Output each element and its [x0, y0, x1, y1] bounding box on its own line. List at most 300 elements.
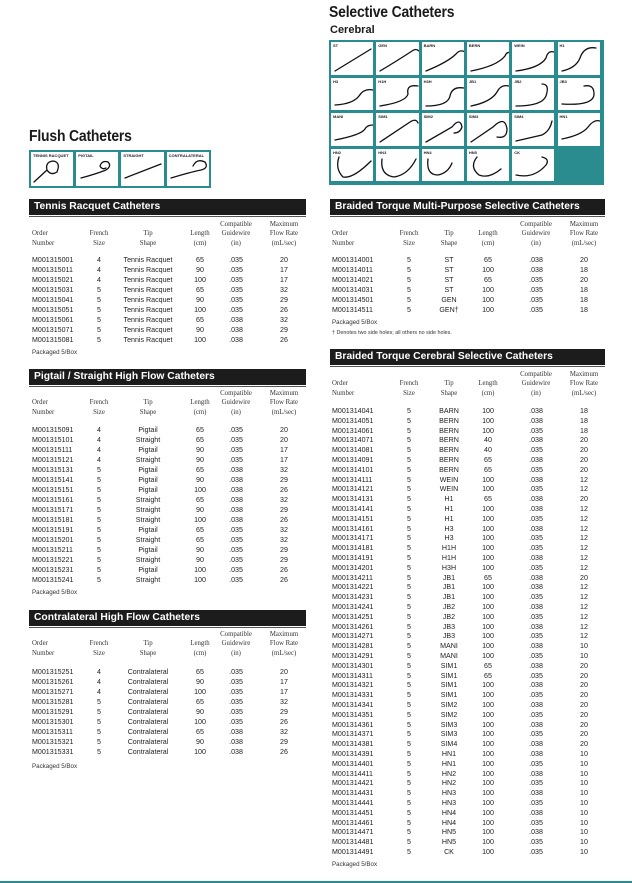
cell-guidewire: .038 — [529, 789, 543, 798]
cell-french: 4 — [97, 276, 101, 284]
cell-guidewire: .035 — [229, 688, 243, 696]
column-header-line: Size — [93, 649, 105, 657]
cell-order: M001314441 — [332, 799, 374, 807]
cell-length: 100 — [482, 681, 494, 690]
cell-order: M001315061 — [32, 316, 74, 324]
cell-french: 5 — [407, 276, 411, 284]
column-header-flow — [562, 370, 606, 398]
shape-label: H3H — [423, 78, 432, 84]
cell-french: 5 — [407, 416, 411, 425]
column-header-line: French — [89, 399, 109, 407]
cell-tip: SIM1 — [440, 671, 458, 680]
cell-flow: 29 — [280, 738, 288, 746]
table-row — [32, 707, 312, 717]
cell-length: 100 — [482, 759, 494, 768]
cell-guidewire: .035 — [529, 426, 543, 435]
column-header-line: Shape — [440, 389, 458, 397]
table-row — [332, 622, 612, 632]
cell-length: 90 — [196, 326, 204, 334]
column-header-french — [392, 379, 426, 398]
cell-tip: ST — [444, 276, 454, 284]
table-row — [32, 535, 312, 545]
column-header-line: Length — [190, 399, 210, 407]
shape-label: HN4 — [423, 149, 432, 155]
shape-cell-hn5 — [466, 148, 510, 183]
cell-tip: H1 — [444, 505, 454, 513]
column-header-line: French — [89, 640, 109, 648]
cell-flow: 20 — [580, 436, 588, 445]
cell-flow: 32 — [280, 496, 288, 504]
cell-flow: 26 — [280, 718, 288, 726]
cell-tip: H1 — [444, 514, 454, 523]
cell-flow: 29 — [280, 506, 288, 514]
cell-guidewire: .038 — [229, 466, 243, 474]
cell-tip: Straight — [135, 496, 161, 504]
cell-guidewire: .035 — [229, 718, 243, 726]
cell-order: M001314011 — [332, 266, 373, 274]
shape-cell-wein — [511, 41, 555, 76]
cell-tip: Contralateral — [127, 678, 169, 686]
flush-shape-label: CONTRALATERAL — [168, 153, 205, 158]
cell-order: M001314141 — [332, 505, 374, 513]
cell-french: 5 — [407, 710, 411, 719]
column-header-line: Tip — [444, 380, 454, 388]
column-header-line: Flow Rate — [269, 230, 299, 238]
cell-tip: Pigtail — [138, 566, 158, 574]
cell-guidewire: .035 — [529, 514, 543, 523]
cell-flow: 12 — [580, 583, 588, 592]
multi-purpose-panel — [330, 199, 605, 217]
shape-cell-sim3 — [466, 112, 510, 147]
column-header-line: (mL/sec) — [571, 389, 597, 397]
cell-order: M001314471 — [332, 828, 374, 837]
cell-french: 5 — [407, 505, 411, 513]
shape-cell-hn2 — [330, 148, 374, 183]
cell-length: 65 — [196, 466, 204, 474]
cell-guidewire: .035 — [529, 612, 543, 621]
cell-french: 4 — [97, 456, 101, 464]
pigtail-title: Pigtail / Straight High Flow Catheters — [29, 369, 306, 385]
column-header-length — [182, 639, 218, 658]
cell-tip: JB2 — [442, 603, 456, 611]
cell-guidewire: .035 — [529, 632, 543, 641]
cell-guidewire: .038 — [229, 316, 243, 324]
cell-tip: HN4 — [441, 818, 457, 827]
column-header-line: (in) — [531, 239, 541, 247]
cell-tip: HN1 — [441, 759, 457, 768]
cell-guidewire: .038 — [229, 486, 243, 494]
cell-length: 40 — [484, 436, 492, 445]
tennis-racquet-title: Tennis Racquet Catheters — [29, 199, 306, 215]
cell-french: 5 — [407, 266, 411, 274]
cell-guidewire: .038 — [229, 496, 243, 504]
cell-tip: WEIN — [439, 485, 459, 494]
cerebral-shape-grid — [329, 40, 604, 185]
packaging-note: Packaged 5/Box — [32, 763, 78, 770]
flush-shape-label: PIGTAIL — [78, 153, 94, 158]
cell-length: 65 — [484, 573, 492, 582]
cell-flow: 20 — [580, 276, 588, 284]
cell-french: 5 — [407, 306, 411, 314]
cell-tip: SIM4 — [440, 740, 458, 749]
cell-length: 65 — [484, 465, 492, 474]
column-header-line: Maximum — [269, 221, 299, 228]
shape-label: SIM4 — [514, 114, 524, 119]
cell-guidewire: .038 — [529, 554, 543, 562]
cell-length: 100 — [482, 563, 494, 572]
cell-french: 5 — [407, 524, 411, 533]
cell-length: 100 — [194, 306, 206, 314]
cell-guidewire: .038 — [529, 475, 543, 484]
cell-french: 5 — [407, 583, 411, 592]
column-header-line: Size — [403, 239, 415, 247]
table-row — [32, 295, 312, 305]
cell-guidewire: .035 — [529, 848, 543, 856]
cell-french: 5 — [407, 426, 411, 435]
cell-french: 4 — [97, 266, 101, 274]
table-row — [332, 285, 612, 295]
shape-cell-sim2 — [421, 112, 465, 147]
cell-tip: MANI — [440, 652, 458, 660]
shape-cell-st — [330, 41, 374, 76]
cell-guidewire: .035 — [229, 566, 243, 574]
cell-order: M001314101 — [332, 465, 374, 474]
cell-flow: 29 — [280, 326, 288, 334]
cell-guidewire: .035 — [229, 286, 243, 294]
cell-guidewire: .038 — [529, 524, 543, 533]
cell-flow: 20 — [580, 661, 588, 670]
cell-tip: Straight — [135, 436, 161, 444]
cell-tip: HN1 — [441, 750, 457, 758]
column-header-line: Tip — [143, 230, 153, 238]
cell-guidewire: .035 — [229, 556, 243, 564]
column-header-line: Number — [32, 649, 55, 657]
cell-length: 100 — [482, 505, 494, 513]
table-row — [332, 573, 612, 583]
cell-length: 100 — [482, 652, 494, 660]
cell-tip: Contralateral — [127, 738, 169, 746]
cell-flow: 17 — [280, 276, 288, 284]
cell-order: M001315281 — [32, 698, 74, 706]
cell-french: 5 — [407, 256, 411, 264]
cell-order: M001314351 — [332, 710, 374, 719]
cell-order: M001314021 — [332, 276, 374, 284]
table-row — [332, 680, 612, 690]
column-header-tip — [113, 229, 183, 248]
table-row — [332, 455, 612, 465]
cell-guidewire: .035 — [529, 296, 543, 304]
cell-guidewire: .038 — [529, 495, 543, 504]
cell-order: M001315241 — [32, 576, 74, 584]
column-header-french — [82, 229, 116, 248]
column-header-order — [332, 229, 392, 248]
table-row — [332, 818, 612, 828]
cell-flow: 20 — [280, 426, 288, 434]
cell-length: 100 — [482, 789, 494, 798]
cell-length: 100 — [482, 554, 494, 562]
cell-guidewire: .038 — [529, 828, 543, 837]
cell-tip: Straight — [135, 516, 161, 524]
column-header-line: Tip — [444, 230, 454, 238]
table-row — [332, 533, 612, 543]
cell-length: 90 — [196, 678, 204, 686]
cell-length: 100 — [482, 701, 494, 709]
cell-tip: Contralateral — [127, 688, 169, 696]
cell-order: M001315271 — [32, 688, 74, 696]
column-header-line: (mL/sec) — [271, 239, 297, 247]
table-row — [332, 553, 612, 563]
column-header-guidewire — [512, 220, 560, 248]
cell-guidewire: .035 — [229, 266, 243, 274]
table-row — [332, 265, 612, 275]
cell-guidewire: .035 — [529, 306, 543, 314]
shape-cell-h3 — [330, 77, 374, 112]
multi-purpose-title: Braided Torque Multi-Purpose Selective Catheters — [330, 199, 605, 215]
cell-length: 100 — [482, 544, 494, 553]
cell-order: M001315051 — [32, 306, 74, 314]
cell-french: 5 — [97, 546, 101, 554]
cell-length: 100 — [482, 593, 494, 602]
cell-french: 5 — [407, 534, 411, 543]
cell-guidewire: .038 — [529, 701, 543, 709]
cell-length: 90 — [196, 456, 204, 464]
table-row — [32, 515, 312, 525]
cell-guidewire: .035 — [529, 276, 543, 284]
cell-length: 100 — [194, 566, 206, 574]
cell-tip: H1H — [441, 554, 457, 562]
table-row — [32, 697, 312, 707]
cell-flow: 12 — [580, 544, 588, 553]
shape-label: H1H — [378, 78, 387, 84]
cell-guidewire: .035 — [229, 306, 243, 314]
table-row — [332, 749, 612, 759]
column-header-line: Length — [478, 380, 498, 388]
cell-tip: Tennis Racquet — [123, 286, 173, 294]
column-header-length — [470, 229, 506, 248]
shape-label: JB3 — [559, 78, 567, 84]
cell-flow: 32 — [280, 536, 288, 544]
cell-tip: H1H — [441, 544, 457, 553]
cell-order: M001314271 — [332, 632, 374, 641]
cell-order: M001314311 — [332, 671, 373, 680]
cell-french: 5 — [407, 475, 411, 484]
table-row — [32, 285, 312, 295]
column-header-line: (mL/sec) — [271, 649, 297, 657]
column-header-line: (cm) — [193, 649, 207, 657]
cell-length: 100 — [482, 848, 494, 856]
cell-guidewire: .035 — [529, 759, 543, 768]
cell-length: 65 — [484, 661, 492, 670]
column-header-line: (cm) — [481, 389, 495, 397]
shape-cell-hn1 — [557, 112, 601, 147]
cell-flow: 10 — [580, 652, 588, 660]
cell-length: 100 — [482, 779, 494, 788]
column-header-flow — [562, 220, 606, 248]
cell-guidewire: .035 — [229, 526, 243, 534]
table-row — [32, 485, 312, 495]
column-header-tip — [432, 379, 466, 398]
cell-flow: 12 — [580, 563, 588, 572]
cell-guidewire: .038 — [529, 583, 543, 592]
cell-guidewire: .038 — [529, 750, 543, 758]
table-row — [32, 445, 312, 455]
cell-guidewire: .035 — [229, 536, 243, 544]
cell-flow: 32 — [280, 286, 288, 294]
cell-tip: SIM3 — [440, 720, 458, 729]
table-row — [32, 465, 312, 475]
column-header-line: Maximum — [269, 390, 299, 397]
cell-guidewire: .038 — [529, 622, 543, 631]
cell-length: 100 — [482, 603, 494, 611]
cell-tip: Pigtail — [138, 426, 158, 434]
cell-french: 5 — [407, 750, 411, 758]
cell-flow: 20 — [580, 720, 588, 729]
cell-length: 100 — [482, 426, 494, 435]
cell-tip: Straight — [135, 456, 161, 464]
cell-flow: 26 — [280, 336, 288, 344]
cell-french: 5 — [407, 554, 411, 562]
cell-guidewire: .038 — [229, 516, 243, 524]
cell-flow: 12 — [580, 475, 588, 484]
table-row — [32, 305, 312, 315]
column-header-line: Compatible — [220, 631, 252, 638]
cell-flow: 26 — [280, 516, 288, 524]
shape-label: ST — [333, 43, 339, 48]
table-row — [332, 769, 612, 779]
table-row — [32, 747, 312, 757]
cell-french: 4 — [97, 436, 101, 444]
cell-french: 5 — [407, 407, 411, 415]
table-row — [32, 425, 312, 435]
cell-order: M001315011 — [32, 266, 73, 274]
table-row — [332, 543, 612, 553]
column-header-tip — [113, 398, 183, 417]
cell-length: 65 — [484, 671, 492, 680]
column-header-line: Size — [93, 239, 105, 247]
cerebral-title: Braided Torque Cerebral Selective Catheters — [330, 349, 605, 365]
cell-length: 100 — [482, 266, 494, 274]
cell-length: 65 — [196, 426, 204, 434]
table-row — [32, 717, 312, 727]
cell-length: 100 — [194, 688, 206, 696]
column-header-line: Order — [332, 380, 348, 388]
cell-length: 100 — [194, 576, 206, 584]
cell-length: 100 — [482, 642, 494, 651]
table-row — [332, 837, 612, 847]
cell-order: M001314111 — [332, 475, 373, 484]
cell-length: 100 — [482, 416, 494, 425]
table-row — [332, 651, 612, 661]
table-row — [332, 808, 612, 818]
table-row — [32, 555, 312, 565]
cell-flow: 20 — [580, 691, 588, 700]
column-header-guidewire — [214, 630, 258, 658]
contralateral-title: Contralateral High Flow Catheters — [29, 610, 306, 626]
cell-tip: BERN — [439, 436, 459, 445]
cell-french: 5 — [97, 486, 101, 494]
shape-label: HN3 — [378, 149, 387, 155]
cell-length: 65 — [196, 256, 204, 264]
column-header-guidewire — [214, 220, 258, 248]
cell-guidewire: .035 — [229, 276, 243, 284]
cell-french: 5 — [407, 691, 411, 700]
cell-guidewire: .038 — [229, 748, 243, 756]
cell-length: 100 — [482, 514, 494, 523]
cell-guidewire: .038 — [529, 769, 543, 778]
table-row — [332, 475, 612, 485]
cell-length: 100 — [482, 407, 494, 415]
cell-tip: H3 — [444, 534, 454, 543]
column-header-french — [392, 229, 426, 248]
cell-guidewire: .038 — [229, 506, 243, 514]
cell-order: M001314201 — [332, 563, 374, 572]
cell-french: 4 — [97, 446, 101, 454]
cell-order: M001314171 — [332, 534, 374, 543]
cell-guidewire: .035 — [529, 799, 543, 807]
cell-guidewire: .038 — [229, 476, 243, 484]
cell-order: M001314401 — [332, 759, 374, 768]
cell-tip: Straight — [135, 536, 161, 544]
cell-french: 5 — [97, 326, 101, 334]
cell-tip: JB3 — [442, 622, 456, 631]
cerebral-panel — [330, 349, 605, 367]
cell-french: 4 — [97, 688, 101, 696]
cell-flow: 12 — [580, 534, 588, 543]
shape-cell-sim4 — [511, 112, 555, 147]
cell-french: 5 — [407, 828, 411, 837]
cell-flow: 10 — [580, 789, 588, 798]
cell-flow: 20 — [580, 456, 588, 464]
table-row — [332, 305, 612, 315]
cell-guidewire: .038 — [529, 808, 543, 817]
cell-order: M001314121 — [332, 485, 374, 494]
cell-guidewire: .035 — [229, 456, 243, 464]
shape-cell-hn3 — [375, 148, 419, 183]
cell-length: 65 — [484, 276, 492, 284]
column-header-line: Compatible — [520, 371, 552, 378]
table-row — [32, 575, 312, 585]
cell-order: M001315191 — [32, 526, 74, 534]
cell-length: 65 — [484, 495, 492, 504]
cell-length: 100 — [194, 718, 206, 726]
cell-tip: Tennis Racquet — [123, 296, 173, 304]
column-header-line: French — [399, 230, 419, 238]
cell-guidewire: .038 — [529, 603, 543, 611]
column-header-line: Flow Rate — [269, 640, 299, 648]
cell-guidewire: .038 — [229, 728, 243, 736]
cell-length: 65 — [196, 436, 204, 444]
column-header-line: (cm) — [193, 408, 207, 416]
cell-length: 100 — [482, 769, 494, 778]
cell-order: M001314181 — [332, 544, 374, 553]
cell-french: 5 — [97, 466, 101, 474]
cell-order: M001314091 — [332, 456, 374, 464]
cell-flow: 10 — [580, 828, 588, 837]
cell-tip: Contralateral — [127, 748, 169, 756]
table-row — [32, 435, 312, 445]
column-header-flow — [260, 220, 308, 248]
cell-french: 5 — [407, 436, 411, 445]
shape-label: BERN — [468, 43, 481, 48]
cell-length: 90 — [196, 556, 204, 564]
table-row — [332, 435, 612, 445]
cell-order: M001315021 — [32, 276, 74, 284]
cell-tip: Tennis Racquet — [123, 266, 173, 274]
cell-guidewire: .038 — [529, 681, 543, 690]
cell-french: 5 — [407, 759, 411, 768]
cell-flow: 12 — [580, 612, 588, 621]
cell-order: M001315171 — [32, 506, 74, 514]
